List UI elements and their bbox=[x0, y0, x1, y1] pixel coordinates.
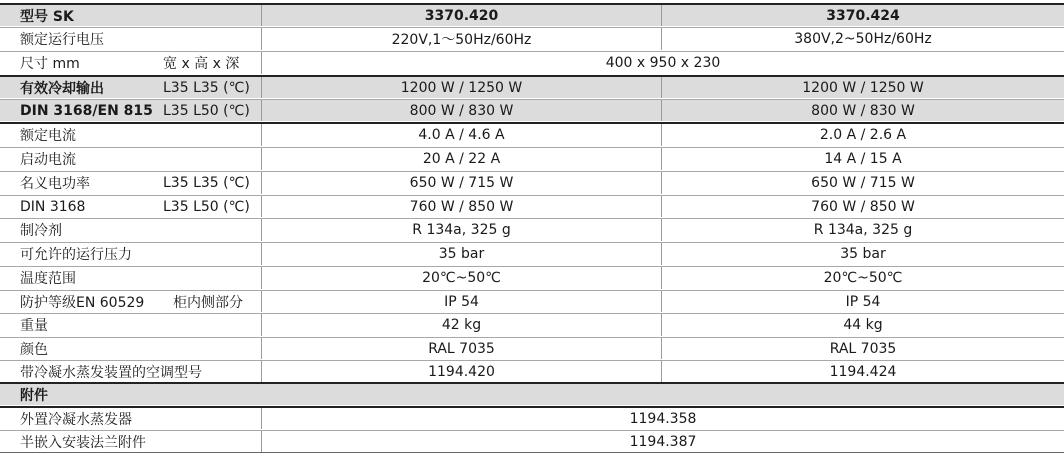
row-sub-label: L35 L50 (℃) bbox=[163, 198, 250, 215]
spec-row-nominal-power-l50 bbox=[0, 195, 1064, 217]
row-label: 可允许的运行压力 bbox=[20, 247, 132, 263]
value-shared: 400 x 950 x 230 bbox=[605, 55, 721, 71]
spec-row-model-with-evaporator bbox=[0, 360, 1064, 382]
header-model-1: 3370.420 bbox=[262, 5, 662, 26]
value-model-1: R 134a, 325 g bbox=[262, 219, 662, 241]
header-label: 型号 SK bbox=[0, 5, 262, 26]
spec-row-dimensions bbox=[0, 51, 1064, 74]
spec-row-rated-voltage bbox=[0, 27, 1064, 50]
spec-row-cooling-output-l50 bbox=[0, 99, 1064, 121]
spec-row-cooling-output-l35 bbox=[0, 75, 1064, 98]
row-label: 制冷剂 bbox=[20, 223, 62, 239]
accessories-header bbox=[0, 382, 1064, 405]
value-model-1: IP 54 bbox=[262, 291, 662, 312]
value-model-1: 20℃~50℃ bbox=[262, 267, 662, 289]
accessory-value: 1194.387 bbox=[629, 433, 697, 450]
row-label: 名义电功率 bbox=[20, 176, 90, 192]
value-model-1: 800 W / 830 W bbox=[262, 100, 662, 121]
row-label: 启动电流 bbox=[20, 152, 76, 168]
value-model-1: 42 kg bbox=[262, 314, 662, 336]
value-model-1: 35 bar bbox=[262, 243, 662, 265]
value-model-1: 1194.420 bbox=[262, 361, 662, 382]
header-row bbox=[0, 3, 1064, 26]
row-label: 重量 bbox=[20, 318, 48, 334]
spec-row-starting-current bbox=[0, 147, 1064, 170]
value-model-1: 20 A / 22 A bbox=[262, 148, 662, 170]
spec-row-temperature-range bbox=[0, 266, 1064, 289]
row-sub-label: 宽 x 高 x 深 bbox=[163, 56, 240, 72]
value-model-2: 1194.424 bbox=[829, 363, 897, 380]
spec-row-nominal-power-l35 bbox=[0, 171, 1064, 194]
accessories-title: 附件 bbox=[20, 387, 48, 404]
row-sub-label: L35 L35 (℃) bbox=[163, 79, 250, 96]
row-label: 额定运行电压 bbox=[20, 32, 104, 48]
value-model-2: IP 54 bbox=[845, 293, 881, 310]
value-model-2: 380V,2~50Hz/60Hz bbox=[794, 31, 932, 47]
value-model-1: 4.0 A / 4.6 A bbox=[262, 124, 662, 146]
value-model-1: 650 W / 715 W bbox=[262, 172, 662, 194]
row-label: DIN 3168 bbox=[20, 198, 86, 215]
spec-row-refrigerant bbox=[0, 218, 1064, 241]
value-model-2: 14 A / 15 A bbox=[824, 151, 902, 167]
row-sub-label: L35 L35 (℃) bbox=[163, 175, 250, 191]
spec-row-rated-current bbox=[0, 122, 1064, 146]
value-model-1: RAL 7035 bbox=[262, 338, 662, 359]
row-label: DIN 3168/EN 815 bbox=[20, 102, 153, 119]
spec-row-color bbox=[0, 337, 1064, 359]
row-label: 额定电流 bbox=[20, 128, 76, 144]
value-model-2: 760 W / 850 W bbox=[811, 198, 915, 215]
accessory-label: 半嵌入安装法兰附件 bbox=[20, 434, 146, 451]
accessory-value: 1194.358 bbox=[629, 410, 697, 427]
spec-row-protection-class bbox=[0, 290, 1064, 312]
value-model-2: 44 kg bbox=[843, 317, 883, 333]
accessory-row-evaporator bbox=[0, 406, 1064, 429]
value-model-1: 1200 W / 1250 W bbox=[262, 77, 662, 98]
row-sub-label: L35 L50 (℃) bbox=[163, 102, 250, 119]
value-model-2: 650 W / 715 W bbox=[811, 175, 915, 191]
row-label: 尺寸 mm bbox=[20, 56, 80, 72]
row-label: 颜色 bbox=[20, 341, 48, 358]
spec-row-operating-pressure bbox=[0, 242, 1064, 265]
accessory-row-flange-kit bbox=[0, 430, 1064, 453]
value-model-1: 220V,1～50Hz/60Hz bbox=[262, 28, 662, 50]
row-sub-label: 柜内侧部分 bbox=[173, 294, 243, 311]
value-model-2: 1200 W / 1250 W bbox=[802, 79, 924, 96]
spec-row-weight bbox=[0, 313, 1064, 336]
header-model-2: 3370.424 bbox=[826, 7, 900, 24]
row-label: 带冷凝水蒸发装置的空调型号 bbox=[20, 364, 202, 381]
accessory-label: 外置冷凝水蒸发器 bbox=[20, 411, 132, 428]
value-model-2: 35 bar bbox=[840, 246, 886, 262]
value-model-1: 760 W / 850 W bbox=[262, 196, 662, 217]
value-model-2: R 134a, 325 g bbox=[813, 222, 913, 238]
row-label: 有效冷却输出 bbox=[20, 80, 104, 97]
row-label: 防护等级EN 60529 bbox=[20, 294, 145, 311]
value-model-2: RAL 7035 bbox=[829, 340, 897, 357]
value-model-2: 800 W / 830 W bbox=[811, 102, 915, 119]
row-label: 温度范围 bbox=[20, 271, 76, 287]
value-model-2: 20℃~50℃ bbox=[823, 270, 903, 286]
value-model-2: 2.0 A / 2.6 A bbox=[819, 127, 907, 143]
